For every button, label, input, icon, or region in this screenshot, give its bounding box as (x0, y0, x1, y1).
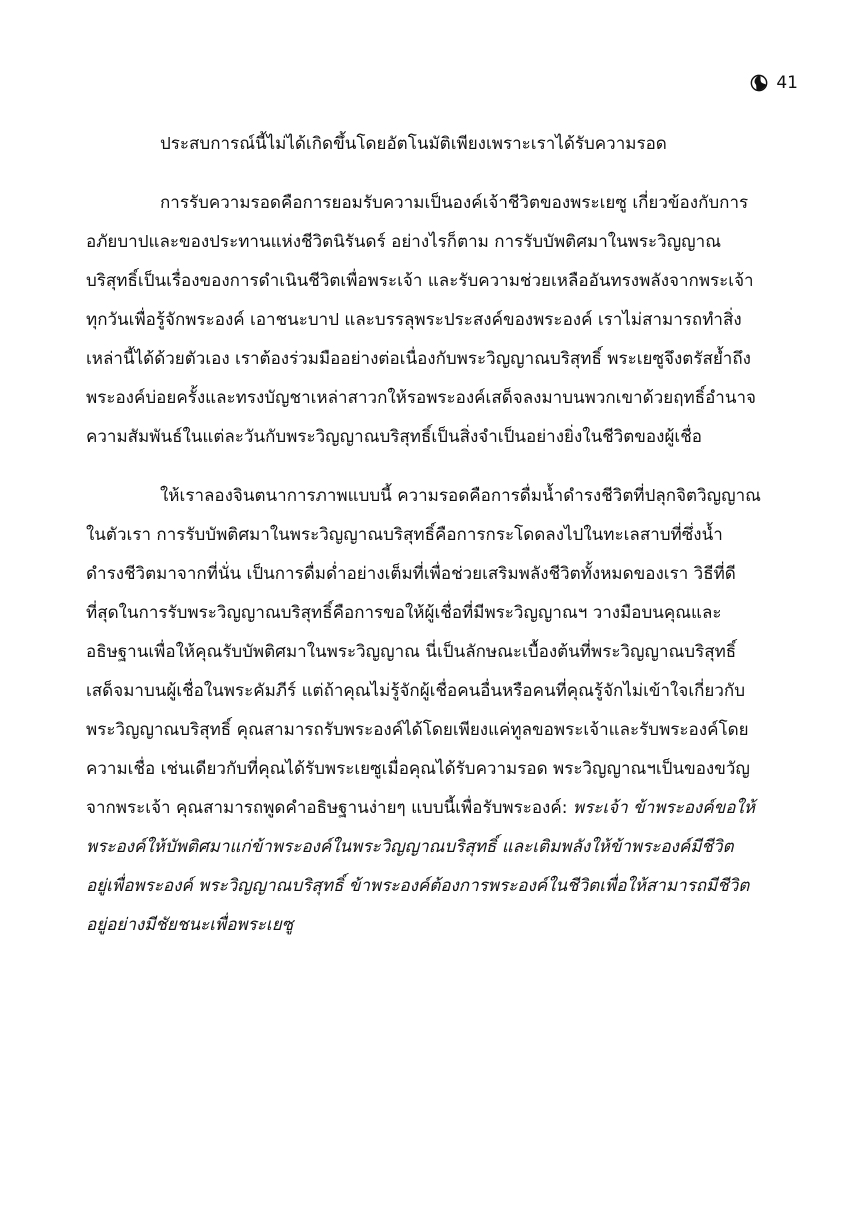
text-line: พระวิญญาณบริสุทธิ์ คุณสามารถรับพระองค์ได้โดยเพียงแค่ทูลขอพระเจ้าและรับพระองค์โดย (86, 720, 749, 740)
text-line: ที่สุดในการรับพระวิญญาณบริสุทธิ์คือการขอให้ผู้เชื่อที่มีพระวิญญาณฯ วางมือบนคุณและ (86, 603, 722, 623)
text-line: ในตัวเรา การรับบัพติศมาในพระวิญญาณบริสุทธิ์คือการกระโดดลงไปในทะเลสาบที่ซึ่งน้ำ (86, 525, 723, 545)
text-line (86, 789, 802, 828)
text-line: เหล่านี้ได้ด้วยตัวเอง เราต้องร่วมมืออย่างต่อเนื่องกับพระวิญญาณบริสุทธิ์ พระเยซูจึงตรัสย้ำถึง (86, 349, 751, 369)
text-line: ทุกวันเพื่อรู้จักพระองค์ เอาชนะบาป และบรรลุพระประสงค์ของพระองค์ เราไม่สามารถทำสิ่ง (86, 310, 742, 330)
text-line: ความเชื่อ เช่นเดียวกับที่คุณได้รับพระเยซูเมื่อคุณได้รับความรอด พระวิญญาณฯเป็นของขวัญ (86, 759, 750, 779)
text-line: พระองค์บ่อยครั้งและทรงบัญชาเหล่าสาวกให้รอพระองค์เสด็จลงมาบนพวกเขาด้วยฤทธิ์อำนาจ (86, 388, 756, 408)
prayer-text: พระเจ้า ข้าพระองค์ขอให้ (572, 798, 755, 818)
prayer-line: พระองค์ให้บัพติศมาแก่ข้าพระองค์ในพระวิญญาณบริสุทธิ์ และเติมพลังให้ข้าพระองค์มีชีวิต (86, 837, 734, 857)
text-line: ให้เราลองจินตนาการภาพแบบนี้ ความรอดคือการดื่มน้ำดำรงชีวิตที่ปลุกจิตวิญญาณ (160, 486, 761, 506)
text-line: ความสัมพันธ์ในแต่ละวันกับพระวิญญาณบริสุทธิ์เป็นสิ่งจำเป็นอย่างยิ่งในชีวิตของผู้เชื่อ (86, 427, 702, 447)
text-line: อภัยบาปและของประทานแห่งชีวิตนิรันดร์ อย่างไรก็ตาม การรับบัพติศมาในพระวิญญาณ (86, 232, 721, 252)
text-line: บริสุทธิ์เป็นเรื่องของการดำเนินชีวิตเพื่อพระเจ้า และรับความช่วยเหลืออันทรงพลังจากพระเจ้า (86, 271, 754, 291)
prayer-line: อยู่อย่างมีชัยชนะเพื่อพระเยซู (86, 915, 294, 935)
paragraph-1 (86, 125, 802, 164)
text-line: การรับความรอดคือการยอมรับความเป็นองค์เจ้าชีวิตของพระเยซู เกี่ยวข้องกับการ (160, 193, 749, 213)
text-normal: จากพระเจ้า คุณสามารถพูดคำอธิษฐานง่ายๆ แบบนี้เพื่อรับพระองค์: (86, 798, 573, 818)
document-body (86, 125, 802, 945)
paragraph-2 (86, 184, 802, 457)
globe-icon (750, 74, 768, 92)
page-header (750, 72, 798, 94)
text-line: เสด็จมาบนผู้เชื่อในพระคัมภีร์ แต่ถ้าคุณไม่รู้จักผู้เชื่อคนอื่นหรือคนที่คุณรู้จักไม่เข้าใจเกี่ยวกับ (86, 681, 746, 701)
text-line: อธิษฐานเพื่อให้คุณรับบัพติศมาในพระวิญญาณ นี่เป็นลักษณะเบื้องต้นที่พระวิญญาณบริสุทธิ์ (86, 642, 737, 662)
text-line: ประสบการณ์นี้ไม่ได้เกิดขึ้นโดยอัตโนมัติเพียงเพราะเราได้รับความรอด (160, 134, 667, 154)
paragraph-3 (86, 477, 802, 945)
page-number: 41 (776, 73, 798, 93)
text-line: ดำรงชีวิตมาจากที่นั่น เป็นการดื่มด่ำอย่างเต็มที่เพื่อช่วยเสริมพลังชีวิตทั้งหมดของเรา วิธีที่ดี (86, 564, 736, 584)
prayer-line: อยู่เพื่อพระองค์ พระวิญญาณบริสุทธิ์ ข้าพระองค์ต้องการพระองค์ในชีวิตเพื่อให้สามารถมีชีวิต (86, 876, 750, 896)
